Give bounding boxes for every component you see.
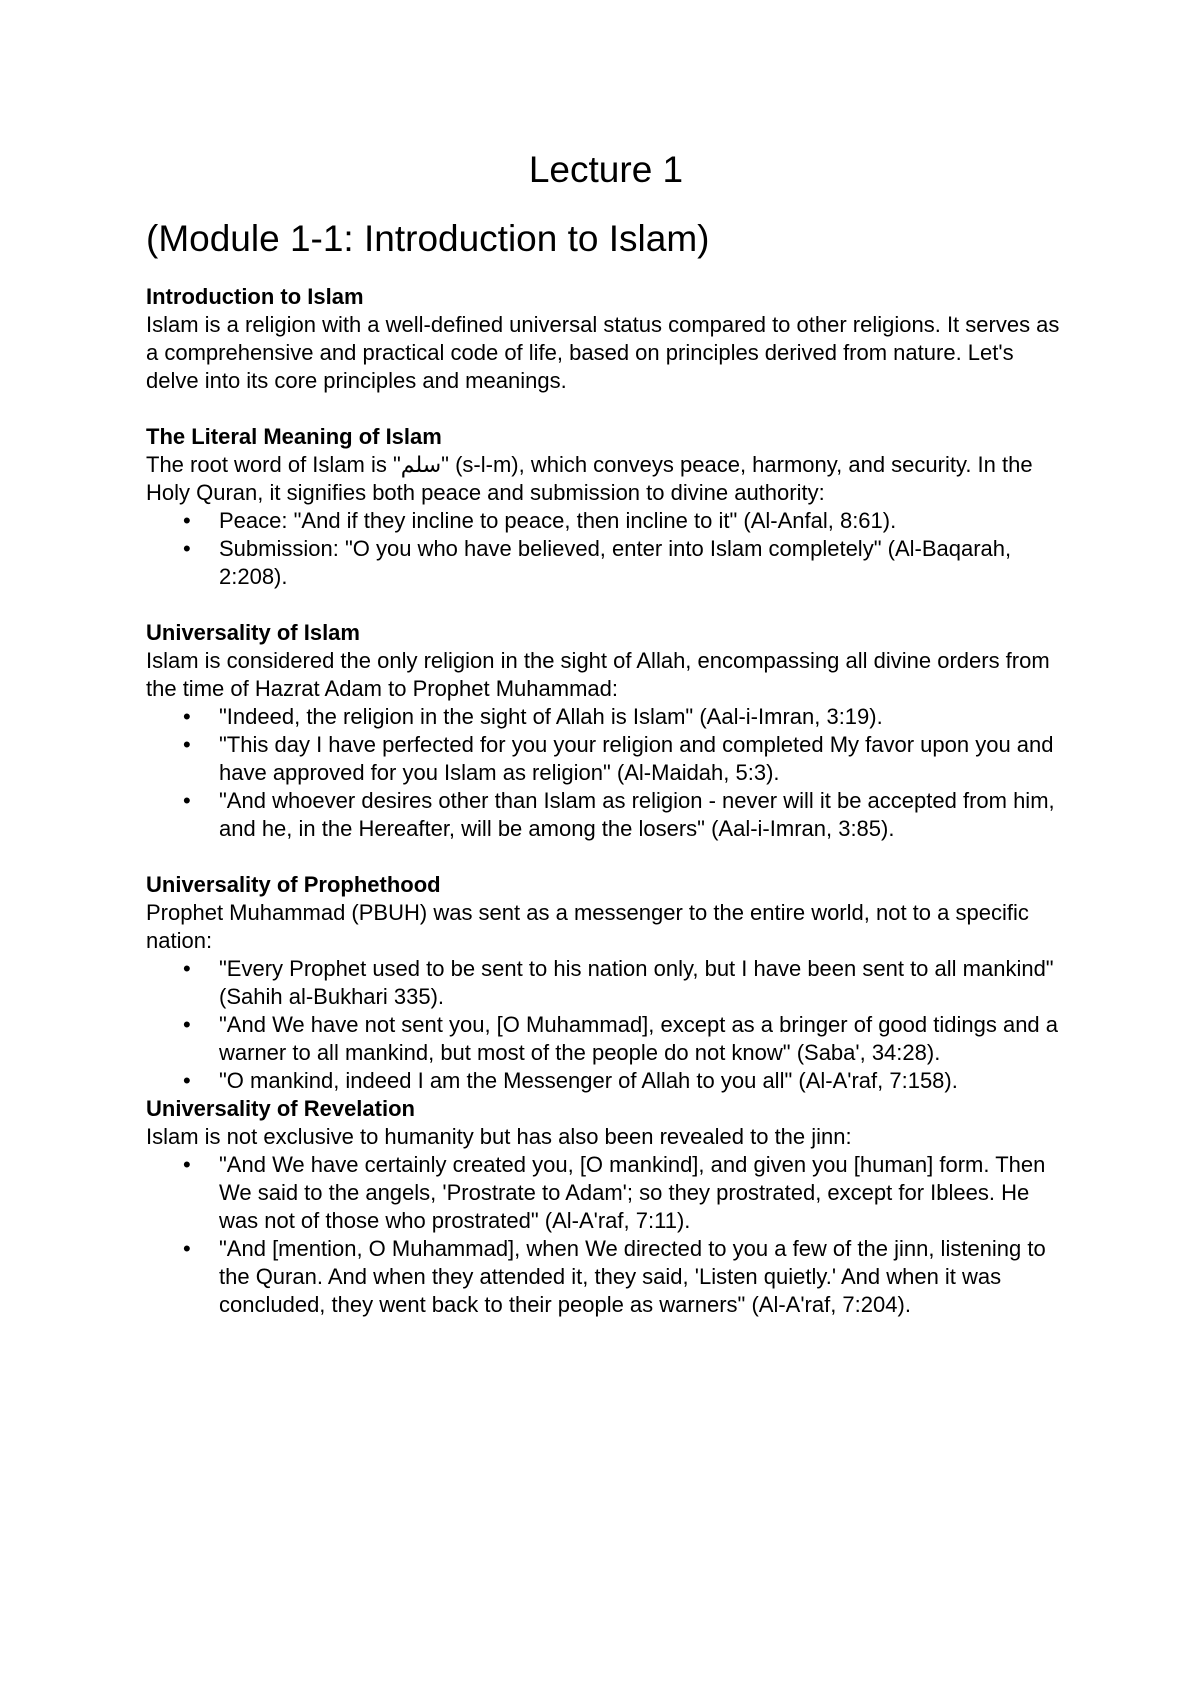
bullet-icon: • [183,788,191,813]
bullet-icon: • [183,704,191,729]
list-item [146,731,1066,787]
list-item [146,703,1066,731]
section-paragraph: Islam is not exclusive to humanity but has also been revealed to the jinn: [146,1124,852,1149]
section-paragraph: Islam is a religion with a well-defined universal status compared to other religions. It serves as a comprehensive and practical code of life, based on principles derived from nature. Let's delve into its core principles and meanings. [146,312,1060,393]
bullet-icon: • [183,1236,191,1261]
list-item-text: Peace: "And if they incline to peace, then incline to it" (Al-Anfal, 8:61). [219,508,897,533]
list-item [146,787,1066,843]
bullet-list [146,507,1066,591]
section-heading: Universality of Revelation [146,1096,415,1121]
list-item [146,1067,1066,1095]
bullet-list [146,703,1066,843]
page-title: Lecture 1 [528,149,684,190]
list-item-text: "And We have certainly created you, [O mankind], and given you [human] form. Then We said to the angels, 'Prostrate to Adam'; so they prostrated, except for Iblees. He was not of those who prostrated" (Al-A'raf, 7:11). [219,1152,1046,1233]
section-universality-revelation [146,1095,1066,1319]
section-paragraph: Prophet Muhammad (PBUH) was sent as a messenger to the entire world, not to a specific nation: [146,900,1029,953]
list-item-text: Submission: "O you who have believed, enter into Islam completely" (Al-Baqarah, 2:208). [219,536,1012,589]
bullet-icon: • [183,1152,191,1177]
bullet-icon: • [183,1012,191,1037]
section-universality-prophethood [146,871,1066,1095]
list-item [146,1011,1066,1067]
list-item [146,535,1066,591]
list-item-text: "Every Prophet used to be sent to his nation only, but I have been sent to all mankind" (Sahih al-Bukhari 335). [219,956,1054,1009]
section-paragraph: Islam is considered the only religion in the sight of Allah, encompassing all divine orders from the time of Hazrat Adam to Prophet Muhammad: [146,648,1050,701]
bullet-icon: • [183,956,191,981]
section-literal-meaning [146,423,1066,591]
list-item-text: "O mankind, indeed I am the Messenger of Allah to you all" (Al-A'raf, 7:158). [219,1068,958,1093]
page-subtitle: (Module 1-1: Introduction to Islam) [146,218,710,259]
list-item-text: "And whoever desires other than Islam as religion - never will it be accepted from him, and he, in the Hereafter, will be among the losers" (Aal-i-Imran, 3:85). [219,788,1055,841]
bullet-icon: • [183,1068,191,1093]
list-item-text: "And We have not sent you, [O Muhammad], except as a bringer of good tidings and a warner to all mankind, but most of the people do not know" (Saba', 34:28). [219,1012,1059,1065]
section-heading: Universality of Islam [146,620,360,645]
bullet-icon: • [183,732,191,757]
list-item [146,1235,1066,1319]
section-introduction [146,283,1066,395]
document-page [146,146,1066,1319]
section-heading: Introduction to Islam [146,284,364,309]
list-item [146,1151,1066,1235]
section-heading: The Literal Meaning of Islam [146,424,442,449]
bullet-list [146,1151,1066,1319]
bullet-icon: • [183,536,191,561]
section-universality-islam [146,619,1066,843]
list-item-text: "This day I have perfected for you your religion and completed My favor upon you and have approved for you Islam as religion" (Al-Maidah, 5:3). [219,732,1054,785]
list-item [146,507,1066,535]
list-item-text: "And [mention, O Muhammad], when We directed to you a few of the jinn, listening to the Quran. And when they attended it, they said, 'Listen quietly.' And when it was concluded, they went back to their people as warners" (Al-A'raf, 7:204). [219,1236,1046,1317]
section-paragraph: The root word of Islam is "سلم" (s-l-m), which conveys peace, harmony, and security. In the Holy Quran, it signifies both peace and submission to divine authority: [146,452,1033,505]
bullet-list [146,955,1066,1095]
list-item [146,955,1066,1011]
section-heading: Universality of Prophethood [146,872,441,897]
bullet-icon: • [183,508,191,533]
list-item-text: "Indeed, the religion in the sight of Allah is Islam" (Aal-i-Imran, 3:19). [219,704,883,729]
